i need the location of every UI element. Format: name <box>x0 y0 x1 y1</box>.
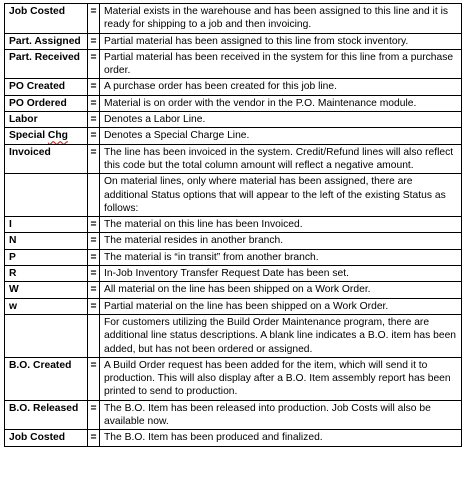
table-row <box>5 4 462 34</box>
status-description: A Build Order request has been added for the item, which will send it to production. This will also display after a B.O. Item assembly report has been printed to send to production. <box>100 357 462 400</box>
status-description: Partial material has been received in the system for this line from a purchase order. <box>100 49 462 79</box>
status-code <box>5 128 88 144</box>
table-row <box>5 49 462 79</box>
status-code: W <box>5 282 88 298</box>
status-code: N <box>5 233 88 249</box>
status-code: Part. Assigned <box>5 33 88 49</box>
status-description: Material is on order with the vendor in the P.O. Maintenance module. <box>100 95 462 111</box>
status-code: Job Costed <box>5 430 88 446</box>
status-description: The B.O. Item has been released into production. Job Costs will also be available now. <box>100 400 462 430</box>
status-code <box>5 314 88 357</box>
status-description: Partial material has been assigned to this line from stock inventory. <box>100 33 462 49</box>
table-row <box>5 249 462 265</box>
table-row <box>5 174 462 217</box>
equals-sign <box>88 174 100 217</box>
status-code <box>5 174 88 217</box>
status-code: Job Costed <box>5 4 88 34</box>
equals-sign <box>88 314 100 357</box>
status-code: R <box>5 266 88 282</box>
status-description: Material exists in the warehouse and has been assigned to this line and it is ready for shipping to a job and then invoicing. <box>100 4 462 34</box>
table-row <box>5 217 462 233</box>
equals-sign: = <box>88 4 100 34</box>
status-description: Denotes a Labor Line. <box>100 112 462 128</box>
status-code: B.O. Created <box>5 357 88 400</box>
status-description: All material on the line has been shipped on a Work Order. <box>100 282 462 298</box>
status-description: The material on this line has been Invoiced. <box>100 217 462 233</box>
table-row <box>5 266 462 282</box>
status-code: P <box>5 249 88 265</box>
table-row <box>5 233 462 249</box>
equals-sign: = <box>88 128 100 144</box>
status-code: PO Ordered <box>5 95 88 111</box>
section-note: For customers utilizing the Build Order Maintenance program, there are additional line status descriptions. A blank line indicates a B.O. item has been added, but has not been ordered or assigned. <box>100 314 462 357</box>
equals-sign: = <box>88 249 100 265</box>
status-code-table <box>4 3 462 447</box>
table-row <box>5 144 462 174</box>
equals-sign: = <box>88 357 100 400</box>
table-row <box>5 282 462 298</box>
status-code-prefix: Special <box>9 130 48 142</box>
equals-sign: = <box>88 233 100 249</box>
equals-sign: = <box>88 298 100 314</box>
status-code: PO Created <box>5 79 88 95</box>
equals-sign: = <box>88 49 100 79</box>
status-code: Invoiced <box>5 144 88 174</box>
table-row <box>5 112 462 128</box>
status-description: The material resides in another branch. <box>100 233 462 249</box>
equals-sign: = <box>88 112 100 128</box>
equals-sign: = <box>88 33 100 49</box>
table-row <box>5 400 462 430</box>
table-row <box>5 33 462 49</box>
equals-sign: = <box>88 400 100 430</box>
status-description: A purchase order has been created for this job line. <box>100 79 462 95</box>
status-description: The material is “in transit” from another branch. <box>100 249 462 265</box>
spellcheck-flagged-word: Chg <box>47 130 68 142</box>
status-code: I <box>5 217 88 233</box>
equals-sign: = <box>88 266 100 282</box>
table-row <box>5 314 462 357</box>
table-row <box>5 430 462 446</box>
status-description: Partial material on the line has been shipped on a Work Order. <box>100 298 462 314</box>
table-row <box>5 79 462 95</box>
equals-sign: = <box>88 282 100 298</box>
status-description: Denotes a Special Charge Line. <box>100 128 462 144</box>
section-note: On material lines, only where material has been assigned, there are additional Status options that will appear to the left of the existing Status as follows: <box>100 174 462 217</box>
table-row <box>5 95 462 111</box>
table-row <box>5 298 462 314</box>
table-row <box>5 128 462 144</box>
table-row <box>5 357 462 400</box>
equals-sign: = <box>88 79 100 95</box>
status-code: Labor <box>5 112 88 128</box>
equals-sign: = <box>88 217 100 233</box>
equals-sign: = <box>88 95 100 111</box>
status-description: The line has been invoiced in the system. Credit/Refund lines will also reflect this code but the total column amount will reflect a negative amount. <box>100 144 462 174</box>
status-code: w <box>5 298 88 314</box>
status-description: In-Job Inventory Transfer Request Date has been set. <box>100 266 462 282</box>
status-code: Part. Received <box>5 49 88 79</box>
status-description: The B.O. Item has been produced and finalized. <box>100 430 462 446</box>
status-code: B.O. Released <box>5 400 88 430</box>
equals-sign: = <box>88 430 100 446</box>
equals-sign: = <box>88 144 100 174</box>
